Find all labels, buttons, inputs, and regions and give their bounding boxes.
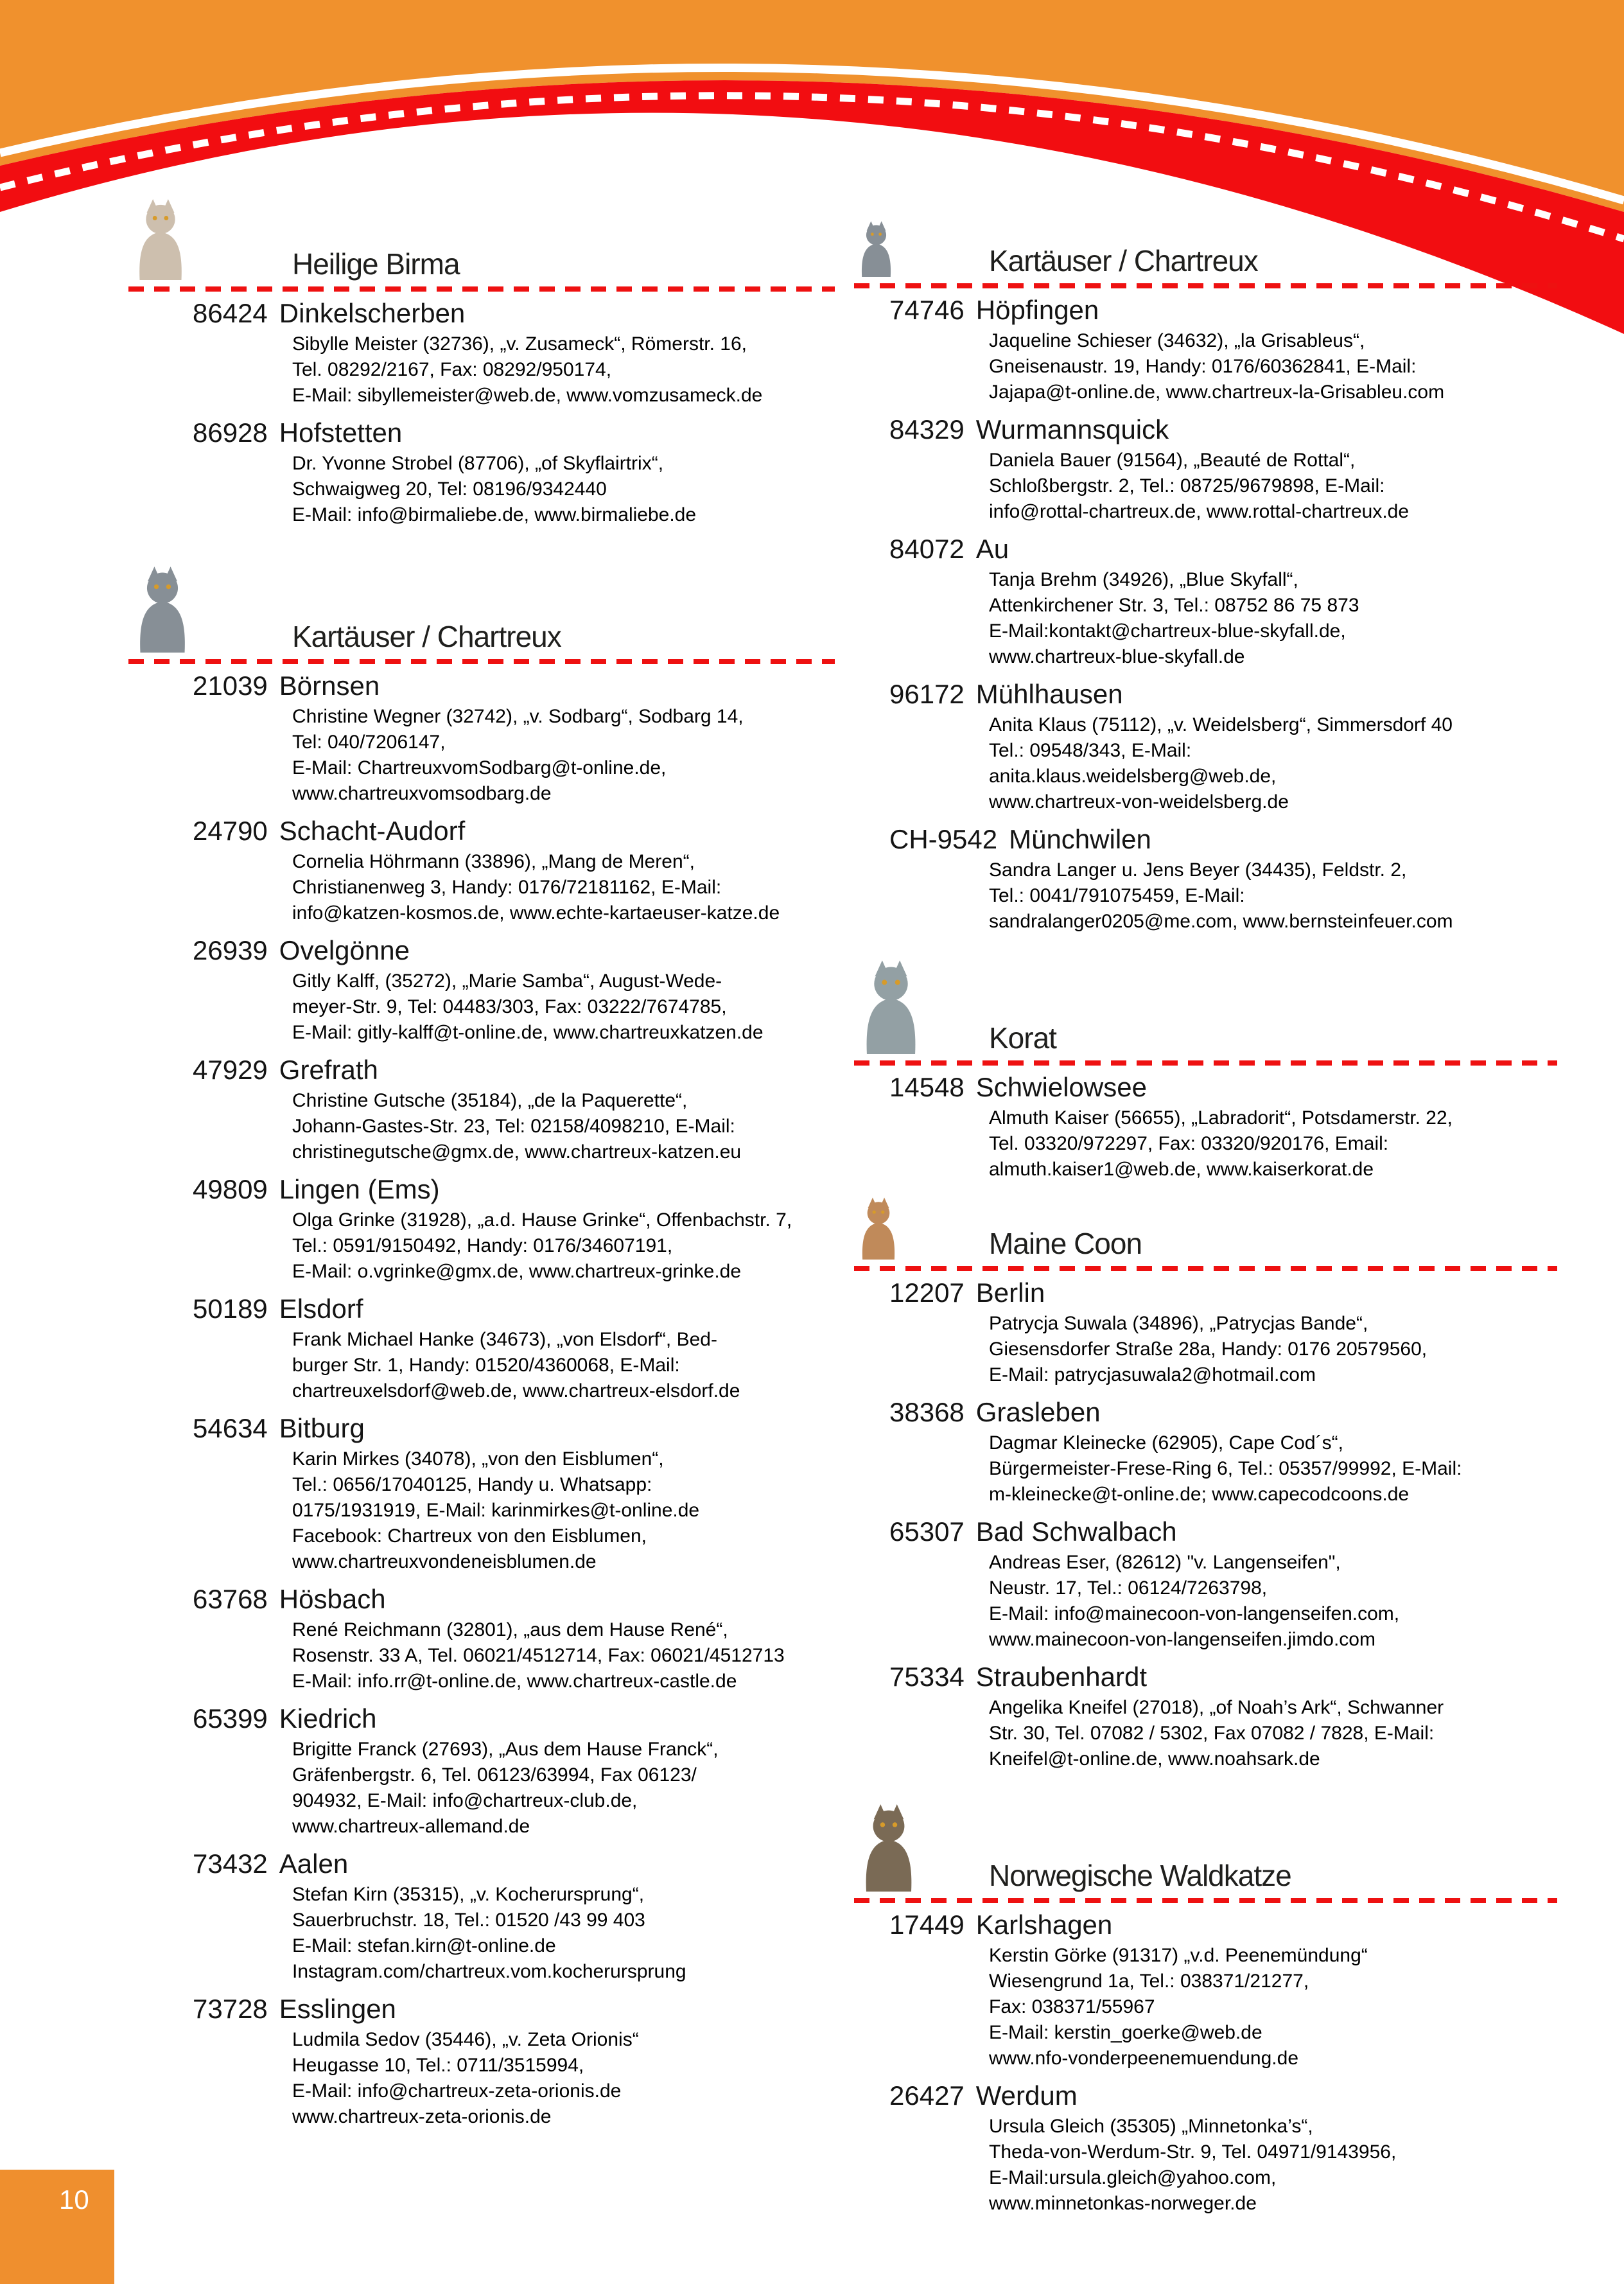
entry-details bbox=[989, 448, 1557, 525]
section-title: Maine Coon bbox=[989, 1227, 1142, 1260]
detail-line: www.chartreux-allemand.de bbox=[292, 1816, 530, 1837]
postal-code: 54634 bbox=[193, 1413, 268, 1443]
entry-details bbox=[989, 1105, 1557, 1182]
section-header bbox=[128, 560, 835, 655]
detail-line: sandralanger0205@me.com, www.bernsteinfeuer.com bbox=[989, 911, 1453, 932]
section-header bbox=[854, 954, 1557, 1057]
breeder-entry bbox=[854, 824, 1557, 935]
detail-line: Attenkirchener Str. 3, Tel.: 08752 86 75 873 bbox=[989, 595, 1359, 616]
detail-line: Kneifel@t-online.de, www.noahsark.de bbox=[989, 1748, 1320, 1770]
detail-line: E-Mail:ursula.gleich@yahoo.com, bbox=[989, 2167, 1277, 2188]
breeder-entry bbox=[854, 2080, 1557, 2217]
breeder-entry bbox=[128, 816, 835, 926]
entry-heading bbox=[193, 1584, 835, 1615]
entry-heading bbox=[193, 1294, 835, 1324]
breeder-entry bbox=[128, 935, 835, 1046]
postal-code: 65399 bbox=[193, 1703, 268, 1734]
entry-details bbox=[989, 1311, 1557, 1388]
entry-heading bbox=[889, 824, 1557, 855]
entry-details bbox=[292, 1327, 835, 1404]
breeder-entry bbox=[854, 1278, 1557, 1388]
detail-line: E-Mail:kontakt@chartreux-blue-skyfall.de, bbox=[989, 620, 1346, 642]
detail-line: almuth.kaiser1@web.de, www.kaiserkorat.de bbox=[989, 1159, 1374, 1180]
detail-line: Str. 30, Tel. 07082 / 5302, Fax 07082 / 7828, E-Mail: bbox=[989, 1723, 1435, 1744]
detail-line: Cornelia Höhrmann (33896), „Mang de Meren“, bbox=[292, 851, 695, 872]
detail-line: Tel. 03320/972297, Fax: 03320/920176, Email: bbox=[989, 1133, 1389, 1154]
detail-line: Bürgermeister-Frese-Ring 6, Tel.: 05357/99992, E-Mail: bbox=[989, 1458, 1462, 1479]
section-header bbox=[128, 193, 835, 283]
entry-heading bbox=[889, 1516, 1557, 1547]
city-name: Werdum bbox=[975, 2080, 1078, 2111]
entry-details bbox=[292, 849, 835, 926]
entry-details bbox=[989, 2114, 1557, 2217]
city-name: Bitburg bbox=[279, 1413, 365, 1443]
entry-heading bbox=[193, 417, 835, 448]
entry-heading bbox=[889, 679, 1557, 710]
detail-line: www.chartreuxvomsodbarg.de bbox=[292, 783, 552, 804]
entry-details bbox=[989, 857, 1557, 935]
maine-coon-cat-photo bbox=[854, 1197, 903, 1260]
detail-line: Andreas Eser, (82612) "v. Langenseifen", bbox=[989, 1552, 1341, 1573]
section-divider bbox=[854, 1266, 1557, 1271]
postal-code: 86928 bbox=[193, 417, 268, 448]
entry-heading bbox=[193, 1849, 835, 1879]
postal-code: 50189 bbox=[193, 1294, 268, 1324]
detail-line: Tel.: 0591/9150492, Handy: 0176/34607191, bbox=[292, 1235, 673, 1256]
breeder-entry bbox=[854, 534, 1557, 670]
postal-code: 73432 bbox=[193, 1849, 268, 1879]
entry-details bbox=[292, 1882, 835, 1985]
breeder-entry bbox=[128, 1994, 835, 2130]
detail-line: Giesensdorfer Straße 28a, Handy: 0176 20579560, bbox=[989, 1339, 1428, 1360]
breeder-entry bbox=[128, 1055, 835, 1165]
page-number-box bbox=[0, 2170, 114, 2284]
detail-line: René Reichmann (32801), „aus dem Hause René“, bbox=[292, 1619, 728, 1640]
entry-details bbox=[989, 328, 1557, 405]
detail-line: E-Mail: info.rr@t-online.de, www.chartreux-castle.de bbox=[292, 1671, 737, 1692]
breeder-entry bbox=[854, 1072, 1557, 1182]
detail-line: E-Mail: patrycjasuwala2@hotmail.com bbox=[989, 1364, 1316, 1385]
detail-line: E-Mail: sibyllemeister@web.de, www.vomzusameck.de bbox=[292, 385, 763, 406]
entry-heading bbox=[889, 1910, 1557, 1940]
detail-line: Gneisenaustr. 19, Handy: 0176/60362841, E-Mail: bbox=[989, 356, 1417, 377]
detail-line: Gräfenbergstr. 6, Tel. 06123/63994, Fax 06123/ bbox=[292, 1764, 697, 1786]
detail-line: Anita Klaus (75112), „v. Weidelsberg“, Simmersdorf 40 bbox=[989, 714, 1453, 735]
page-number: 10 bbox=[59, 2184, 89, 2215]
breeder-entry bbox=[128, 417, 835, 528]
entry-details bbox=[292, 331, 835, 408]
postal-code: 14548 bbox=[889, 1072, 965, 1102]
detail-line: Tel.: 0041/791075459, E-Mail: bbox=[989, 885, 1245, 906]
detail-line: Sauerbruchstr. 18, Tel.: 01520 /43 99 403 bbox=[292, 1910, 645, 1931]
detail-line: Dagmar Kleinecke (62905), Cape Cod´s“, bbox=[989, 1432, 1343, 1454]
detail-line: Patrycja Suwala (34896), „Patrycjas Bande“, bbox=[989, 1313, 1368, 1334]
section-right-chartreux bbox=[854, 215, 1557, 935]
postal-code: CH-9542 bbox=[889, 824, 998, 854]
detail-line: Fax: 038371/55967 bbox=[989, 1996, 1155, 2017]
detail-line: Ursula Gleich (35305) „Minnetonka’s“, bbox=[989, 2116, 1313, 2137]
postal-code: 12207 bbox=[889, 1278, 965, 1308]
entry-heading bbox=[193, 816, 835, 847]
detail-line: Jaqueline Schieser (34632), „la Grisableus“, bbox=[989, 330, 1365, 351]
breeder-entry bbox=[854, 1910, 1557, 2071]
detail-line: www.nfo-vonderpeenemuendung.de bbox=[989, 2048, 1299, 2069]
breeder-entry bbox=[128, 1849, 835, 1985]
entry-details bbox=[989, 567, 1557, 670]
city-name: Lingen (Ems) bbox=[279, 1174, 440, 1204]
detail-line: www.chartreuxvondeneisblumen.de bbox=[292, 1551, 597, 1572]
detail-line: E-Mail: kerstin_goerke@web.de bbox=[989, 2022, 1262, 2043]
detail-line: Wiesengrund 1a, Tel.: 038371/21277, bbox=[989, 1971, 1309, 1992]
chartreux-cat-photo bbox=[854, 220, 898, 277]
entry-details bbox=[292, 1737, 835, 1840]
postal-code: 24790 bbox=[193, 816, 268, 846]
postal-code: 26427 bbox=[889, 2080, 965, 2111]
city-name: Münchwilen bbox=[1009, 824, 1151, 854]
section-divider bbox=[854, 283, 1557, 288]
entry-heading bbox=[889, 414, 1557, 445]
detail-line: Christianenweg 3, Handy: 0176/72181162, E-Mail: bbox=[292, 877, 722, 898]
detail-line: Stefan Kirn (35315), „v. Kocherursprung“, bbox=[292, 1884, 645, 1905]
entry-heading bbox=[193, 1174, 835, 1205]
entry-details bbox=[989, 1943, 1557, 2071]
breeder-entry bbox=[128, 1703, 835, 1840]
entry-heading bbox=[889, 1278, 1557, 1308]
detail-line: anita.klaus.weidelsberg@web.de, bbox=[989, 766, 1277, 787]
city-name: Straubenhardt bbox=[975, 1662, 1147, 1692]
detail-line: m-kleinecke@t-online.de; www.capecodcoons.de bbox=[989, 1484, 1410, 1505]
detail-line: Facebook: Chartreux von den Eisblumen, bbox=[292, 1525, 647, 1547]
detail-line: Tanja Brehm (34926), „Blue Skyfall“, bbox=[989, 569, 1298, 590]
postal-code: 26939 bbox=[193, 935, 268, 965]
entry-details bbox=[292, 1446, 835, 1575]
city-name: Aalen bbox=[279, 1849, 349, 1879]
postal-code: 21039 bbox=[193, 671, 268, 701]
section-right-norwegian bbox=[854, 1798, 1557, 2217]
postal-code: 65307 bbox=[889, 1516, 965, 1547]
postal-code: 49809 bbox=[193, 1174, 268, 1204]
detail-line: Heugasse 10, Tel.: 0711/3515994, bbox=[292, 2055, 584, 2076]
detail-line: Daniela Bauer (91564), „Beauté de Rottal“, bbox=[989, 450, 1356, 471]
section-divider bbox=[854, 1898, 1557, 1903]
section-right-korat bbox=[854, 954, 1557, 1182]
entry-details bbox=[989, 1550, 1557, 1653]
section-title: Kartäuser / Chartreux bbox=[989, 244, 1258, 277]
detail-line: Angelika Kneifel (27018), „of Noah’s Ark“, Schwanner bbox=[989, 1697, 1444, 1718]
detail-line: www.chartreux-blue-skyfall.de bbox=[989, 646, 1245, 667]
entry-heading bbox=[889, 534, 1557, 565]
detail-line: Schwaigweg 20, Tel: 08196/9342440 bbox=[292, 479, 607, 500]
breeder-entry bbox=[128, 1174, 835, 1285]
chartreux-cat-photo bbox=[128, 565, 196, 653]
detail-line: Theda-von-Werdum-Str. 9, Tel. 04971/9143956, bbox=[989, 2141, 1397, 2163]
breeder-entry bbox=[128, 1294, 835, 1404]
postal-code: 86424 bbox=[193, 298, 268, 328]
detail-line: Almuth Kaiser (56655), „Labradorit“, Potsdamerstr. 22, bbox=[989, 1107, 1453, 1129]
birman-cat-photo bbox=[128, 198, 193, 280]
detail-line: info@rottal-chartreux.de, www.rottal-chartreux.de bbox=[989, 501, 1410, 522]
entry-details bbox=[989, 1695, 1557, 1772]
entry-heading bbox=[193, 298, 835, 329]
detail-line: www.chartreux-zeta-orionis.de bbox=[292, 2106, 552, 2127]
city-name: Börnsen bbox=[279, 671, 380, 701]
city-name: Grefrath bbox=[279, 1055, 378, 1085]
entry-heading bbox=[193, 1703, 835, 1734]
city-name: Schacht-Audorf bbox=[279, 816, 466, 846]
detail-line: meyer-Str. 9, Tel: 04483/303, Fax: 03222/7674785, bbox=[292, 996, 727, 1017]
breeder-entry bbox=[854, 295, 1557, 405]
detail-line: Dr. Yvonne Strobel (87706), „of Skyflairtrix“, bbox=[292, 453, 664, 474]
detail-line: E-Mail: o.vgrinke@gmx.de, www.chartreux-grinke.de bbox=[292, 1261, 742, 1282]
detail-line: E-Mail: gitly-kalff@t-online.de, www.chartreuxkatzen.de bbox=[292, 1022, 764, 1043]
city-name: Kiedrich bbox=[279, 1703, 377, 1734]
detail-line: 0175/1931919, E-Mail: karinmirkes@t-online.de bbox=[292, 1500, 700, 1521]
detail-line: info@katzen-kosmos.de, www.echte-kartaeuser-katze.de bbox=[292, 902, 780, 924]
entry-heading bbox=[193, 935, 835, 966]
entry-details bbox=[292, 969, 835, 1046]
postal-code: 73728 bbox=[193, 1994, 268, 2024]
section-title: Kartäuser / Chartreux bbox=[292, 620, 561, 653]
city-name: Ovelgönne bbox=[279, 935, 410, 965]
city-name: Wurmannsquick bbox=[975, 414, 1169, 444]
detail-line: Tel.: 0656/17040125, Handy u. Whatsapp: bbox=[292, 1474, 652, 1495]
detail-line: burger Str. 1, Handy: 01520/4360068, E-Mail: bbox=[292, 1355, 680, 1376]
detail-line: Neustr. 17, Tel.: 06124/7263798, bbox=[989, 1577, 1268, 1599]
entry-heading bbox=[193, 1994, 835, 2025]
breeder-entry bbox=[128, 1584, 835, 1694]
section-divider bbox=[128, 286, 835, 292]
detail-line: www.mainecoon-von-langenseifen.jimdo.com bbox=[989, 1629, 1375, 1650]
entry-details bbox=[292, 2027, 835, 2130]
detail-line: Brigitte Franck (27693), „Aus dem Hause Franck“, bbox=[292, 1739, 719, 1760]
detail-line: Tel.: 09548/343, E-Mail: bbox=[989, 740, 1192, 761]
detail-line: Gitly Kalff, (35272), „Marie Samba“, August-Wede- bbox=[292, 971, 722, 992]
entry-heading bbox=[193, 671, 835, 701]
postal-code: 47929 bbox=[193, 1055, 268, 1085]
breeder-entry bbox=[854, 1516, 1557, 1653]
city-name: Bad Schwalbach bbox=[975, 1516, 1177, 1547]
section-header bbox=[854, 215, 1557, 279]
detail-line: www.chartreux-von-weidelsberg.de bbox=[989, 791, 1289, 813]
left-column bbox=[128, 193, 835, 2139]
city-name: Höpfingen bbox=[975, 295, 1099, 325]
entry-details bbox=[292, 1617, 835, 1694]
detail-line: Kerstin Görke (91317) „v.d. Peenemündung“ bbox=[989, 1945, 1368, 1966]
postal-code: 84329 bbox=[889, 414, 965, 444]
detail-line: Instagram.com/chartreux.vom.kocherursprung bbox=[292, 1961, 686, 1982]
detail-line: E-Mail: info@birmaliebe.de, www.birmaliebe.de bbox=[292, 504, 697, 525]
city-name: Karlshagen bbox=[975, 1910, 1113, 1940]
detail-line: Johann-Gastes-Str. 23, Tel: 02158/4098210, E-Mail: bbox=[292, 1116, 735, 1137]
city-name: Au bbox=[975, 534, 1009, 564]
section-left-birma bbox=[128, 193, 835, 528]
entry-heading bbox=[889, 295, 1557, 326]
entry-details bbox=[292, 704, 835, 807]
section-header bbox=[854, 1798, 1557, 1894]
entry-details bbox=[989, 1430, 1557, 1507]
detail-line: Frank Michael Hanke (34673), „von Elsdorf“, Bed- bbox=[292, 1329, 717, 1350]
detail-line: Tel: 040/7206147, bbox=[292, 732, 446, 753]
section-right-mainecoon bbox=[854, 1191, 1557, 1772]
city-name: Grasleben bbox=[975, 1397, 1101, 1427]
postal-code: 38368 bbox=[889, 1397, 965, 1427]
detail-line: christinegutsche@gmx.de, www.chartreux-katzen.eu bbox=[292, 1141, 742, 1163]
detail-line: E-Mail: ChartreuxvomSodbarg@t-online.de, bbox=[292, 757, 667, 778]
detail-line: E-Mail: stefan.kirn@t-online.de bbox=[292, 1935, 556, 1956]
detail-line: E-Mail: info@chartreux-zeta-orionis.de bbox=[292, 2080, 622, 2102]
entry-details bbox=[292, 1088, 835, 1165]
breeder-entry bbox=[854, 679, 1557, 815]
entry-heading bbox=[193, 1055, 835, 1085]
detail-line: Sandra Langer u. Jens Beyer (34435), Feldstr. 2, bbox=[989, 859, 1407, 881]
postal-code: 17449 bbox=[889, 1910, 965, 1940]
breeder-entry bbox=[128, 298, 835, 408]
entry-details bbox=[292, 451, 835, 528]
detail-line: Rosenstr. 33 A, Tel. 06021/4512714, Fax: 06021/4512713 bbox=[292, 1645, 785, 1666]
section-title: Norwegische Waldkatze bbox=[989, 1859, 1291, 1892]
city-name: Esslingen bbox=[279, 1994, 396, 2024]
section-left-chartreux bbox=[128, 560, 835, 2130]
entry-heading bbox=[889, 1397, 1557, 1428]
city-name: Elsdorf bbox=[279, 1294, 363, 1324]
detail-line: Ludmila Sedov (35446), „v. Zeta Orionis“ bbox=[292, 2029, 639, 2050]
section-title: Korat bbox=[989, 1021, 1056, 1055]
detail-line: Sibylle Meister (32736), „v. Zusameck“, Römerstr. 16, bbox=[292, 333, 747, 355]
detail-line: Christine Gutsche (35184), „de la Paquerette“, bbox=[292, 1090, 688, 1111]
detail-line: Olga Grinke (31928), „a.d. Hause Grinke“, Offenbachstr. 7, bbox=[292, 1209, 792, 1231]
postal-code: 96172 bbox=[889, 679, 965, 709]
detail-line: chartreuxelsdorf@web.de, www.chartreux-elsdorf.de bbox=[292, 1380, 740, 1401]
breeder-entry bbox=[854, 414, 1557, 525]
detail-line: Schloßbergstr. 2, Tel.: 08725/9679898, E-Mail: bbox=[989, 475, 1385, 496]
detail-line: Jajapa@t-online.de, www.chartreux-la-Grisableu.com bbox=[989, 382, 1445, 403]
detail-line: www.minnetonkas-norweger.de bbox=[989, 2193, 1257, 2214]
postal-code: 74746 bbox=[889, 295, 965, 325]
section-title: Heilige Birma bbox=[292, 247, 460, 281]
breeder-entry bbox=[128, 671, 835, 807]
breeder-entry bbox=[854, 1662, 1557, 1772]
detail-line: Karin Mirkes (34078), „von den Eisblumen“, bbox=[292, 1448, 664, 1470]
section-divider bbox=[854, 1060, 1557, 1066]
breeder-entry bbox=[128, 1413, 835, 1575]
detail-line: E-Mail: info@mainecoon-von-langenseifen.com, bbox=[989, 1603, 1400, 1624]
detail-line: 904932, E-Mail: info@chartreux-club.de, bbox=[292, 1790, 638, 1811]
entry-heading bbox=[889, 1662, 1557, 1692]
city-name: Hösbach bbox=[279, 1584, 386, 1614]
detail-line: Christine Wegner (32742), „v. Sodbarg“, Sodbarg 14, bbox=[292, 706, 744, 727]
city-name: Hofstetten bbox=[279, 417, 403, 448]
city-name: Dinkelscherben bbox=[279, 298, 466, 328]
norwegian-forest-cat-photo bbox=[854, 1803, 923, 1892]
entry-heading bbox=[193, 1413, 835, 1444]
breeder-entry bbox=[854, 1397, 1557, 1507]
city-name: Schwielowsee bbox=[975, 1072, 1147, 1102]
section-header bbox=[854, 1191, 1557, 1262]
section-divider bbox=[128, 659, 835, 664]
detail-line: Tel. 08292/2167, Fax: 08292/950174, bbox=[292, 359, 612, 380]
entry-details bbox=[292, 1208, 835, 1285]
city-name: Mühlhausen bbox=[975, 679, 1123, 709]
postal-code: 84072 bbox=[889, 534, 965, 564]
entry-heading bbox=[889, 2080, 1557, 2111]
postal-code: 63768 bbox=[193, 1584, 268, 1614]
postal-code: 75334 bbox=[889, 1662, 965, 1692]
entry-heading bbox=[889, 1072, 1557, 1103]
korat-cat-photo bbox=[854, 959, 928, 1054]
city-name: Berlin bbox=[975, 1278, 1045, 1308]
right-column bbox=[854, 215, 1557, 2226]
entry-details bbox=[989, 712, 1557, 815]
